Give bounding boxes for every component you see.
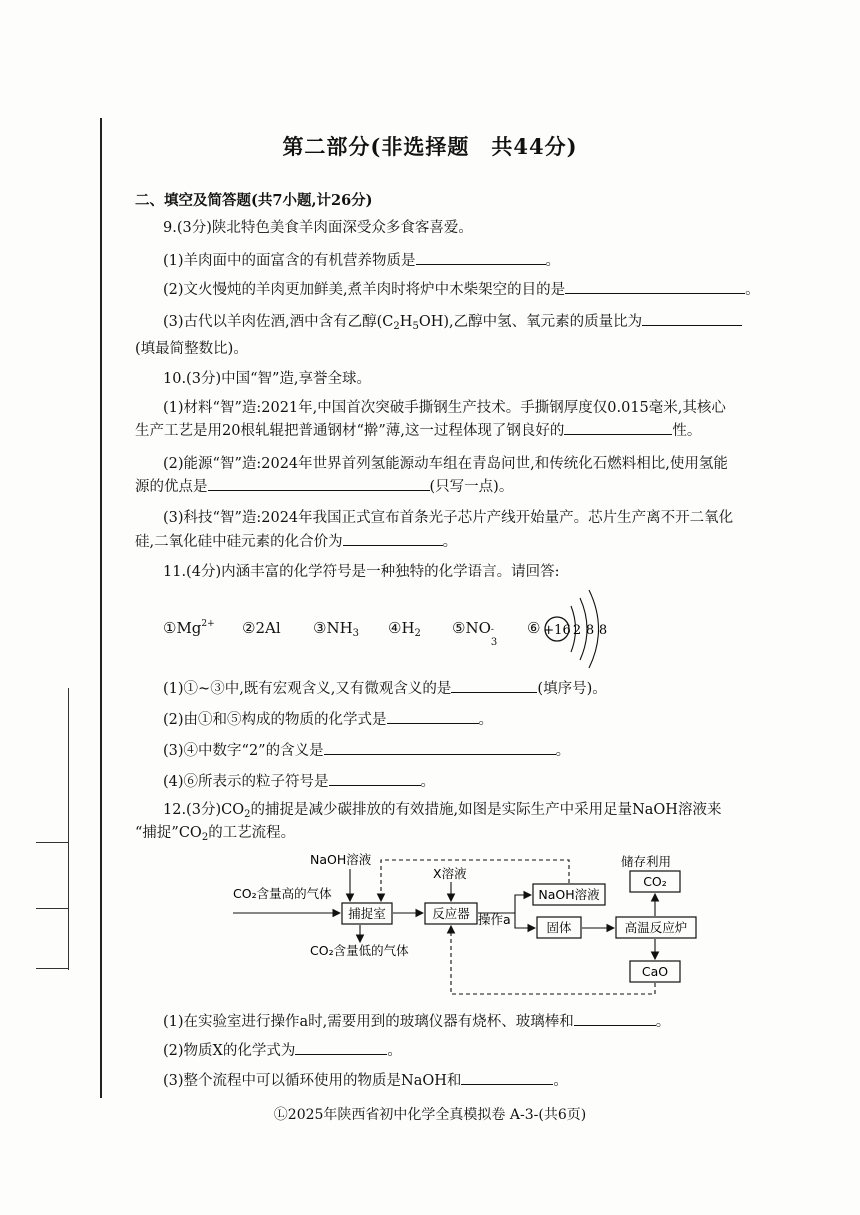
q12-part2-text: (2)物质X的化学式为: [163, 1043, 296, 1059]
q12-part3-text: (3)整个流程中可以循环使用的物质是NaOH和: [163, 1073, 462, 1089]
q9-part3-text: (3)古代以羊肉佐酒,酒中含有乙醇(C: [163, 314, 394, 330]
q11-stem: 11.(4分)内涵丰富的化学符号是一种独特的化学语言。请回答:: [163, 564, 560, 580]
q9-part1: [163, 250, 560, 271]
q11-part3: [163, 740, 570, 761]
subscript: 2: [414, 628, 421, 639]
cao-label: CaO: [641, 964, 669, 979]
q11-part2-text: (2)由①和⑤构成的物质的化学式是: [163, 712, 387, 728]
x-solution-label: X溶液: [433, 866, 467, 881]
period: 。: [420, 774, 436, 790]
co2-storage-box: [630, 871, 680, 892]
q12-part1-text: (1)在实验室进行操作a时,需要用到的玻璃仪器有烧杯、玻璃棒和: [163, 1014, 574, 1030]
naoh-recycle-arrow: [381, 860, 569, 901]
solid-label: 固体: [546, 920, 572, 935]
q12-part1: [163, 1011, 670, 1032]
nucleus-circle: [545, 617, 569, 641]
answer-blank[interactable]: [343, 531, 443, 546]
period: 。: [655, 1014, 671, 1030]
subscript: 2: [201, 832, 209, 843]
q11-part3-text: (3)④中数字“2”的含义是: [163, 743, 324, 759]
answer-blank[interactable]: [565, 279, 745, 294]
q9-part2: [163, 279, 760, 300]
q12-stem-text: “捕捉”CO: [135, 825, 202, 841]
q11-part1: [163, 678, 607, 699]
q12-stem-text: 的捕捉是减少碳排放的有效措施,如图是实际生产中采用足量NaOH溶液来: [250, 802, 722, 818]
naoh-output-box: [533, 884, 605, 905]
superscript: -: [490, 625, 494, 635]
answer-blank[interactable]: [416, 250, 546, 265]
low-co2-gas-label: CO₂含量低的气体: [310, 943, 409, 958]
shell-electrons-1: 2: [572, 623, 582, 638]
symbol-text: ①Mg: [163, 619, 202, 637]
q12-stem: [163, 800, 721, 825]
reactor-label: 反应器: [432, 906, 470, 921]
section-heading: 二、填空及简答题(共7小题,计26分): [135, 192, 373, 209]
co2-storage-label: CO₂: [643, 874, 667, 889]
subscript: 3: [490, 637, 498, 648]
answer-blank[interactable]: [387, 709, 479, 724]
q11-part4-text: (4)⑥所表示的粒子符号是: [163, 774, 329, 790]
q10-stem: 10.(3分)中国“智”造,享誉全球。: [163, 371, 372, 387]
binding-line: [68, 688, 69, 970]
answer-blank[interactable]: [574, 1011, 656, 1026]
q12-stem-text: 的工艺流程。: [208, 825, 296, 841]
q10-part3: (3)科技“智”造:2024年我国正式宣布首条光子芯片产线开始量产。芯片生产离不开二氧化: [163, 510, 734, 526]
binding-tick: [36, 842, 68, 843]
q9-part3-text: H: [399, 314, 413, 330]
q10-part2-end: (只写一点)。: [429, 479, 514, 495]
answer-blank[interactable]: [324, 740, 556, 755]
electron-shell-2: [580, 598, 587, 660]
page-title: 第二部分(非选择题 共44分): [282, 134, 578, 159]
cao-recycle-arrow: [451, 926, 655, 994]
cao-box: [630, 961, 680, 982]
period: 。: [545, 253, 561, 269]
q10-part2-cont: [135, 476, 513, 497]
capture-chamber-box: [342, 903, 392, 924]
symbol-nh3: [313, 619, 359, 639]
furnace-box: [616, 917, 696, 938]
q12-part2: [163, 1040, 402, 1061]
electron-shell-1: [571, 606, 576, 652]
storage-label: 储存利用: [621, 854, 672, 869]
period: 。: [553, 1073, 568, 1089]
q9-stem: 9.(3分)陕北特色美食羊肉面深受众多食客喜爱。: [163, 220, 473, 236]
q9-part3: [163, 311, 742, 337]
q9-part1-text: (1)羊肉面中的面富含的有机营养物质是: [163, 253, 416, 269]
electron-shell-3: [589, 590, 599, 668]
naoh-output-label: NaOH溶液: [538, 887, 600, 902]
q9-part3-cont: (填最简整数比)。: [135, 341, 248, 357]
symbol-text: ③NH: [313, 619, 353, 637]
subscript: 3: [352, 628, 360, 639]
high-co2-gas-label: CO₂含量高的气体: [233, 886, 332, 901]
q10-part1-cont: [135, 420, 701, 441]
q10-part3-cont: [135, 531, 457, 552]
naoh-input-label: NaOH溶液: [310, 852, 372, 867]
period: 。: [387, 1043, 402, 1059]
subscript: 2: [244, 809, 251, 820]
period: 。: [478, 712, 494, 728]
binding-tick: [36, 908, 68, 909]
q10-part2: (2)能源“智”造:2024年世界首列氢能源动车组在青岛问世,和传统化石燃料相比,使用氢能: [163, 456, 728, 472]
q9-part3-text: OH),乙醇中氢、氧元素的质量比为: [418, 314, 643, 330]
period: 。: [442, 534, 458, 550]
q10-part1: (1)材料“智”造:2021年,中国首次突破手撕钢生产技术。手撕钢厚度仅0.015毫米,其核心: [163, 400, 726, 416]
to-naoh-output-arrow: [478, 895, 531, 913]
binding-tick: [36, 968, 68, 969]
answer-blank[interactable]: [461, 1070, 553, 1085]
period: 。: [555, 743, 571, 759]
solid-box: [537, 917, 581, 938]
q10-part2-text: 源的优点是: [135, 479, 208, 495]
q11-part1-end: (填序号)。: [537, 681, 607, 697]
answer-blank[interactable]: [642, 311, 742, 326]
to-solid-arrow: [515, 913, 535, 928]
answer-blank[interactable]: [295, 1040, 387, 1055]
operation-a-label: 操作a: [478, 912, 511, 927]
subscript: 5: [412, 321, 419, 332]
answer-blank[interactable]: [451, 678, 537, 693]
symbol-no3-ion: [452, 619, 499, 648]
superscript: 2+: [201, 619, 215, 629]
answer-blank[interactable]: [564, 420, 672, 435]
q10-part3-text: 硅,二氧化硅中硅元素的化合价为: [135, 534, 343, 550]
q11-part2: [163, 709, 493, 730]
symbol-2al: ②2Al: [242, 619, 281, 637]
page-margin-rule: [100, 118, 102, 1098]
q12-part3: [163, 1070, 568, 1091]
q11-part1-text: (1)①~③中,既有宏观含义,又有微观含义的是: [163, 681, 452, 697]
answer-blank[interactable]: [208, 476, 430, 491]
symbol-h2: [388, 619, 421, 639]
symbol-sulfur-ion-label: ⑥: [527, 619, 541, 637]
furnace-label: 高温反应炉: [624, 920, 688, 935]
symbol-mg-ion: [163, 619, 215, 637]
q10-part1-end: 性。: [672, 423, 702, 439]
nucleus-charge: +16: [543, 623, 571, 638]
symbol-text: ④H: [388, 619, 415, 637]
q12-stem-cont: [135, 823, 295, 848]
period: 。: [745, 282, 760, 298]
answer-blank[interactable]: [329, 771, 421, 786]
shell-electrons-2: 8: [585, 623, 595, 638]
q12-stem-text: 12.(3分)CO: [163, 802, 245, 818]
capture-chamber-label: 捕捉室: [348, 906, 386, 921]
reactor-box: [425, 903, 477, 924]
symbol-text: ⑤NO: [452, 619, 491, 637]
subscript: 2: [393, 321, 400, 332]
q11-part4: [163, 771, 435, 792]
q9-part2-text: (2)文火慢炖的羊肉更加鲜美,煮羊肉时将炉中木柴架空的目的是: [163, 282, 566, 298]
q10-part1-text: 生产工艺是用20根轧辊把普通钢材“擀”薄,这一过程体现了钢良好的: [135, 423, 565, 439]
shell-electrons-3: 8: [598, 623, 608, 638]
page-footer: Ⓛ2025年陕西省初中化学全真模拟卷 A-3-(共6页): [273, 1107, 587, 1123]
